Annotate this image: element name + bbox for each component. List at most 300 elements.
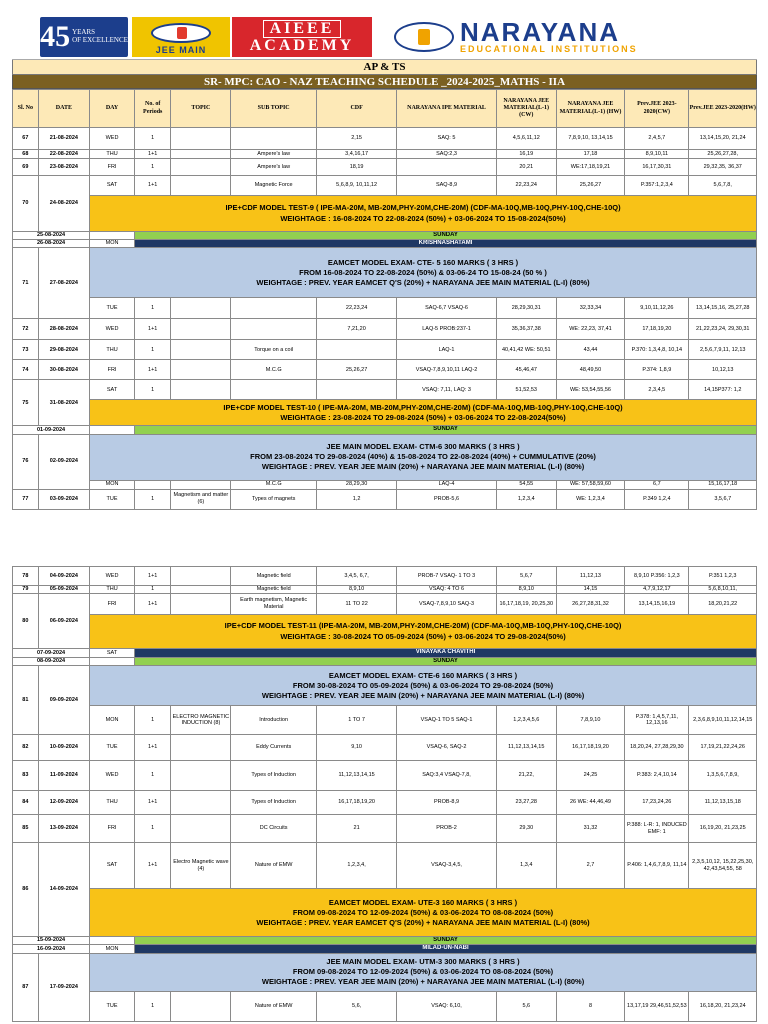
- table-cell: 15,16,17,18: [689, 480, 757, 489]
- table-cell: 3,4,16,17: [316, 150, 396, 159]
- table-cell: 24,25: [556, 761, 625, 791]
- table-cell: 16,19: [496, 150, 556, 159]
- event-row: [13, 953, 757, 991]
- table-cell: WED: [90, 319, 135, 340]
- table-cell: 11 TO 22: [316, 594, 396, 615]
- table-cell: MON: [90, 945, 135, 953]
- table-cell: WE: 22,23, 37,41: [556, 319, 625, 340]
- table-cell: 26 WE: 44,46,49: [556, 791, 625, 815]
- table-cell: SAQ-6,7 VSAQ-6: [397, 298, 497, 319]
- table-cell: 1,3,5,6,7,8,9,: [689, 761, 757, 791]
- date: 04-09-2024: [38, 567, 89, 586]
- table-cell: 1: [135, 991, 171, 1021]
- date: 21-08-2024: [38, 128, 89, 150]
- date: 24-08-2024: [38, 176, 89, 232]
- table-cell: [171, 815, 231, 843]
- table-cell: VSAQ-3,4,5,: [397, 843, 497, 889]
- sunday-row: [13, 937, 757, 945]
- table-cell: 80: [13, 594, 39, 649]
- table-cell: P.351 1,2,3: [689, 567, 757, 586]
- jee-utm-3-banner: JEE MAIN MODEL EXAM- UTM-3 300 MARKS ( 3 HRS ) FROM 09-08-2024 TO 12-09-2024 (50%) & 03-06-2024 TO 08-08-2024 (50%) WEIGHTAGE : PREV. YEAR JEE MAIN (20%) + NARAYANA JEE MAIN MATERIAL (L-I) (80%): [90, 953, 757, 991]
- table-row: [13, 159, 757, 176]
- col-header: No. of Periods: [135, 90, 171, 128]
- table-cell: P.374: 1,8,9: [625, 360, 689, 380]
- table-row: [13, 791, 757, 815]
- table-cell: TUE: [90, 735, 135, 761]
- table-row: [13, 319, 757, 340]
- table-cell: [171, 360, 231, 380]
- table-cell: 76: [13, 434, 39, 489]
- date: 29-08-2024: [38, 340, 89, 360]
- table-cell: 01-09-2024: [13, 426, 90, 434]
- table-cell: P.349 1,2,4: [625, 489, 689, 509]
- table-cell: 1,3,4: [496, 843, 556, 889]
- table-cell: 5,6,8,9, 10,11,12: [316, 176, 396, 196]
- event-row: [13, 400, 757, 426]
- date: 28-08-2024: [38, 319, 89, 340]
- table-cell: P.383: 2,4,10,14: [625, 761, 689, 791]
- table-cell: 86: [13, 843, 39, 937]
- table-cell: 14,15P377: 1,2: [689, 380, 757, 400]
- table-cell: 11,12,13,14,15: [496, 735, 556, 761]
- date: 23-08-2024: [38, 159, 89, 176]
- table-cell: [171, 480, 231, 489]
- table-cell: PROB-2: [397, 815, 497, 843]
- table-cell: 2,3,6,8,9,10,11,12,14,15: [689, 706, 757, 735]
- table-cell: 25,26,27: [556, 176, 625, 196]
- col-header: CDF: [316, 90, 396, 128]
- table-cell: 17-09-2024: [38, 953, 89, 1021]
- table-cell: VINAYAKA CHAVITHI: [135, 649, 757, 658]
- table-cell: KRISHNASHATAMI: [135, 240, 757, 248]
- table-cell: [171, 791, 231, 815]
- table-cell: 8,9,10 P.356: 1,2,3: [625, 567, 689, 586]
- table-cell: [90, 232, 135, 240]
- table-cell: PROB-7 VSAQ- 1 TO 3: [397, 567, 497, 586]
- table-cell: 87: [13, 953, 39, 1021]
- table-cell: 5,6,8,10,11,: [689, 586, 757, 594]
- table-cell: 9,10: [316, 735, 396, 761]
- table-cell: 2,15: [316, 128, 396, 150]
- table-cell: THU: [90, 340, 135, 360]
- table-cell: VSAQ: 7,11, LAQ: 3: [397, 380, 497, 400]
- table-cell: Earth magnetism, Magnetic Material: [231, 594, 317, 615]
- table-cell: FRI: [90, 815, 135, 843]
- table-cell: VSAQ-7,8,9,10 SAQ-3: [397, 594, 497, 615]
- table-cell: FRI: [90, 159, 135, 176]
- table-cell: 1+1: [135, 360, 171, 380]
- table-cell: 28,29,30,31: [496, 298, 556, 319]
- table-cell: 28,29,30: [316, 480, 396, 489]
- sl-no: 82: [13, 735, 39, 761]
- table-cell: 21,22,: [496, 761, 556, 791]
- table-cell: LAQ-1: [397, 340, 497, 360]
- table-row: [13, 176, 757, 196]
- table-cell: 18,19: [316, 159, 396, 176]
- table-cell: 9,10,11,12,26: [625, 298, 689, 319]
- table-cell: 7,8,9,10: [556, 706, 625, 735]
- table-cell: 26,27,28,31,32: [556, 594, 625, 615]
- table-cell: 21: [316, 815, 396, 843]
- table-cell: MILAD-UN-NABI: [135, 945, 757, 953]
- ipe-model-test-10-banner: IPE+CDF MODEL TEST-10 ( IPE-MA-20M, MB-20M,PHY-20M,CHE-20M) (CDF-MA-10Q,MB-10Q,PHY-10Q,CHE-10Q) WEIGHTAGE : 23-08-2024 TO 29-08-2024 (50%) + 03-06-2024 TO 22-08-2024(50%): [90, 400, 757, 426]
- jee-main-logo: JEE MAIN: [132, 17, 230, 57]
- table-cell: [90, 658, 135, 666]
- table-cell: [231, 319, 317, 340]
- table-cell: Nature of EMW: [231, 843, 317, 889]
- table-cell: DC Circuits: [231, 815, 317, 843]
- table-cell: 1: [135, 586, 171, 594]
- table-row: [13, 360, 757, 380]
- table-cell: P.406: 1,4,6,7,8,9, 11,14: [625, 843, 689, 889]
- col-header: NARAYANA JEE MATERIAL(L-1) (CW): [496, 90, 556, 128]
- col-header: Prev.JEE 2023-2020(CW): [625, 90, 689, 128]
- col-header: SUB TOPIC: [231, 90, 317, 128]
- table-cell: WE: 57,58,59,60: [556, 480, 625, 489]
- table-cell: [171, 380, 231, 400]
- table-cell: WED: [90, 128, 135, 150]
- table-cell: 11,12,13: [556, 567, 625, 586]
- table-cell: Magnetism and matter (6): [171, 489, 231, 509]
- sl-no: 84: [13, 791, 39, 815]
- table-cell: 17,18,19,20: [625, 319, 689, 340]
- event-row: [13, 196, 757, 232]
- table-cell: 5,6,7,8,: [689, 176, 757, 196]
- table-cell: 22,23,24: [496, 176, 556, 196]
- schedule-page-2: [12, 566, 757, 1022]
- table-cell: [171, 340, 231, 360]
- table-cell: 07-09-2024: [13, 649, 90, 658]
- table-cell: TUE: [90, 298, 135, 319]
- logo-banner: [12, 14, 757, 60]
- table-cell: VSAQ-7,8,9,10,11 LAQ-2: [397, 360, 497, 380]
- table-cell: 15-09-2024: [13, 937, 90, 945]
- table-cell: 14-09-2024: [38, 843, 89, 937]
- table-cell: VSAQ: 6,10,: [397, 991, 497, 1021]
- holiday-row: [13, 649, 757, 658]
- table-cell: 16,17,18,19,20: [316, 791, 396, 815]
- sl-no: 70: [13, 176, 39, 232]
- table-cell: 1+1: [135, 319, 171, 340]
- table-cell: VSAQ: 4 TO 6: [397, 586, 497, 594]
- table-cell: MON: [90, 480, 135, 489]
- table-cell: [171, 176, 231, 196]
- table-cell: 29,32,35, 36,37: [689, 159, 757, 176]
- table-cell: MON: [90, 706, 135, 735]
- table-cell: ELECTRO MAGNETIC INDUCTION (8): [171, 706, 231, 735]
- table-cell: Eddy Currents: [231, 735, 317, 761]
- date: 10-09-2024: [38, 735, 89, 761]
- table-cell: 1: [135, 128, 171, 150]
- sl-no: 74: [13, 360, 39, 380]
- table-row: [13, 843, 757, 889]
- sunday-row: [13, 426, 757, 434]
- table-cell: WE: 53,54,55,56: [556, 380, 625, 400]
- table-cell: SAT: [90, 176, 135, 196]
- col-header: Prev.JEE 2023-2020(HW): [689, 90, 757, 128]
- table-row: [13, 567, 757, 586]
- table-cell: 31-08-2024: [38, 380, 89, 426]
- table-cell: SAQ:3,4 VSAQ-7,8,: [397, 761, 497, 791]
- table-cell: 2,5,6,7,9,11, 12,13: [689, 340, 757, 360]
- table-cell: 16,17,18,19,20: [556, 735, 625, 761]
- schedule-page-1: [12, 14, 757, 510]
- table-cell: 43,44: [556, 340, 625, 360]
- table-cell: THU: [90, 586, 135, 594]
- state-heading: AP & TS: [12, 60, 757, 75]
- event-row: [13, 666, 757, 706]
- table-cell: 75: [13, 380, 39, 426]
- table-cell: 48,49,50: [556, 360, 625, 380]
- table-cell: 29,30: [496, 815, 556, 843]
- sl-no: 78: [13, 567, 39, 586]
- table-cell: 32,33,34: [556, 298, 625, 319]
- narayana-emblem-icon: [394, 22, 454, 52]
- table-cell: 1,2: [316, 489, 396, 509]
- table-row: [13, 340, 757, 360]
- eamcet-cte-5-banner: EAMCET MODEL EXAM- CTE- 5 160 MARKS ( 3 HRS ) FROM 16-08-2024 TO 22-08-2024 (50%) & 03-06-24 TO 15-08-24 (50 % ) WEIGHTAGE : PREV. YEAR EAMCET Q'S (20%) + NARAYANA JEE MAIN MATERIAL (L-I) (80%): [90, 248, 757, 298]
- table-cell: 1: [135, 815, 171, 843]
- table-cell: SUNDAY: [135, 937, 757, 945]
- table-cell: LAQ-4: [397, 480, 497, 489]
- table-cell: Torque on a coil: [231, 340, 317, 360]
- table-cell: 40,41,42 WE: 50,51: [496, 340, 556, 360]
- table-cell: 1+1: [135, 843, 171, 889]
- table-cell: 27-08-2024: [38, 248, 89, 319]
- table-cell: TUE: [90, 991, 135, 1021]
- table-cell: 1: [135, 761, 171, 791]
- table-row: [13, 594, 757, 615]
- table-cell: 5,6,: [316, 991, 396, 1021]
- table-cell: 21,22,23,24, 29,30,31: [689, 319, 757, 340]
- table-cell: 1: [135, 340, 171, 360]
- table-cell: Types of Induction: [231, 761, 317, 791]
- table-cell: 14,15: [556, 586, 625, 594]
- table-row: [13, 298, 757, 319]
- table-cell: WED: [90, 761, 135, 791]
- table-cell: Ampere's law: [231, 159, 317, 176]
- table-row: [13, 380, 757, 400]
- table-row: [13, 480, 757, 489]
- 45-years-logo: 45 YEARS OF EXCELLENCE: [40, 17, 128, 57]
- table-cell: 5,6,7: [496, 567, 556, 586]
- table-cell: 16-09-2024: [13, 945, 90, 953]
- table-cell: P.378: 1,4,5,7,11, 12,13,16: [625, 706, 689, 735]
- table-cell: 20,21: [496, 159, 556, 176]
- sl-no: 67: [13, 128, 39, 150]
- date: 22-08-2024: [38, 150, 89, 159]
- narayana-logo-text: NARAYANA EDUCATIONAL INSTITUTIONS: [460, 17, 638, 54]
- table-cell: 18,20,24, 27,28,29,30: [625, 735, 689, 761]
- table-row: [13, 150, 757, 159]
- col-header: DATE: [38, 90, 89, 128]
- holiday-row: [13, 240, 757, 248]
- table-cell: 1: [135, 159, 171, 176]
- table-cell: Types of magnets: [231, 489, 317, 509]
- table-header-row: [13, 90, 757, 128]
- table-cell: 81: [13, 666, 39, 735]
- table-cell: 1+1: [135, 791, 171, 815]
- table-cell: 02-09-2024: [38, 434, 89, 489]
- table-row: [13, 128, 757, 150]
- table-row: [13, 815, 757, 843]
- table-cell: [171, 567, 231, 586]
- event-row: [13, 889, 757, 937]
- table-cell: LAQ-5 PROB:237-1: [397, 319, 497, 340]
- table-cell: 2,3,4,5: [625, 380, 689, 400]
- table-cell: [90, 426, 135, 434]
- table-cell: [316, 380, 396, 400]
- sunday-row: [13, 232, 757, 240]
- table-cell: THU: [90, 150, 135, 159]
- table-cell: VSAQ-1 TO 5 SAQ-1: [397, 706, 497, 735]
- col-header: NARAYANA IPE MATERIAL: [397, 90, 497, 128]
- table-cell: 22,23,24: [316, 298, 396, 319]
- table-cell: [171, 159, 231, 176]
- table-cell: Introduction: [231, 706, 317, 735]
- table-cell: WED: [90, 567, 135, 586]
- table-cell: [171, 128, 231, 150]
- jee-main-emblem-icon: [151, 23, 211, 43]
- table-cell: [171, 594, 231, 615]
- table-cell: 71: [13, 248, 39, 319]
- table-cell: 1 TO 7: [316, 706, 396, 735]
- table-cell: 1+1: [135, 176, 171, 196]
- ipe-model-test-11-banner: IPE+CDF MODEL TEST-11 (IPE-MA-20M, MB-20M,PHY-20M,CHE-20M) (CDF-MA-10Q,MB-10Q,PHY-10Q,CHE-10Q) WEIGHTAGE : 30-08-2024 TO 05-09-2024 (50%) + 03-06-2024 TO 29-08-2024(50%): [90, 615, 757, 649]
- col-header: DAY: [90, 90, 135, 128]
- table-row: [13, 586, 757, 594]
- date: 30-08-2024: [38, 360, 89, 380]
- table-cell: 23,27,28: [496, 791, 556, 815]
- table-cell: 06-09-2024: [38, 594, 89, 649]
- table-cell: 26-08-2024: [13, 240, 90, 248]
- date: 12-09-2024: [38, 791, 89, 815]
- table-cell: 7,21,20: [316, 319, 396, 340]
- sl-no: 68: [13, 150, 39, 159]
- table-cell: SUNDAY: [135, 658, 757, 666]
- table-cell: SAQ: 5: [397, 128, 497, 150]
- schedule-table-2: [12, 566, 757, 1022]
- table-cell: [231, 380, 317, 400]
- table-cell: 8,9,10,11: [625, 150, 689, 159]
- table-cell: 1: [135, 380, 171, 400]
- schedule-table-1: [12, 89, 757, 510]
- table-cell: 17,23,24,26: [625, 791, 689, 815]
- table-cell: Types of Induction: [231, 791, 317, 815]
- table-cell: Magnetic Force: [231, 176, 317, 196]
- table-cell: MON: [90, 240, 135, 248]
- table-cell: SUNDAY: [135, 232, 757, 240]
- table-cell: 2,4,5,7: [625, 128, 689, 150]
- table-cell: [90, 937, 135, 945]
- table-cell: Electro Magnetic wave (4): [171, 843, 231, 889]
- table-cell: 8: [556, 991, 625, 1021]
- table-cell: 8,9,10: [496, 586, 556, 594]
- table-cell: [231, 298, 317, 319]
- event-row: [13, 434, 757, 480]
- table-cell: M.C.G: [231, 360, 317, 380]
- table-cell: 1: [135, 489, 171, 509]
- table-cell: 1+1: [135, 735, 171, 761]
- table-cell: SAT: [90, 380, 135, 400]
- schedule-title: SR- MPC: CAO - NAZ TEACHING SCHEDULE _2024-2025_MATHS - IIA: [12, 75, 757, 89]
- table-cell: 3,4,5, 6,7,: [316, 567, 396, 586]
- table-cell: 1+1: [135, 150, 171, 159]
- date: 13-09-2024: [38, 815, 89, 843]
- table-cell: 4,7,9,12,17: [625, 586, 689, 594]
- table-cell: P.357:1,2,3,4: [625, 176, 689, 196]
- table-cell: 17,19,21,22,24,26: [689, 735, 757, 761]
- table-cell: 5,6: [496, 991, 556, 1021]
- table-cell: VSAQ-6, SAQ-2: [397, 735, 497, 761]
- table-row: [13, 991, 757, 1021]
- table-cell: 16,17,30,31: [625, 159, 689, 176]
- table-cell: [171, 991, 231, 1021]
- table-cell: 1,2,3,4,5,6: [496, 706, 556, 735]
- table-cell: M.C.G: [231, 480, 317, 489]
- table-cell: SAT: [90, 649, 135, 658]
- table-cell: THU: [90, 791, 135, 815]
- col-header: TOPIC: [171, 90, 231, 128]
- table-cell: 35,36,37,38: [496, 319, 556, 340]
- sl-no: 83: [13, 761, 39, 791]
- table-cell: 16,19,20, 21,23,25: [689, 815, 757, 843]
- table-cell: [231, 128, 317, 150]
- table-cell: 13,14,15,20, 21,24: [689, 128, 757, 150]
- table-cell: 7,8,9,10, 13,14,15: [556, 128, 625, 150]
- table-cell: [171, 298, 231, 319]
- table-cell: 13,14,15,16,19: [625, 594, 689, 615]
- table-cell: 4,5,6,11,12: [496, 128, 556, 150]
- table-cell: 25-08-2024: [13, 232, 90, 240]
- table-cell: 51,52,53: [496, 380, 556, 400]
- table-cell: WE: 1,2,3,4: [556, 489, 625, 509]
- table-row: [13, 761, 757, 791]
- table-cell: 2,7: [556, 843, 625, 889]
- holiday-row: [13, 945, 757, 953]
- table-cell: 31,32: [556, 815, 625, 843]
- table-cell: FRI: [90, 360, 135, 380]
- sl-no: 69: [13, 159, 39, 176]
- table-cell: 25,26,27: [316, 360, 396, 380]
- table-cell: PROB-8,9: [397, 791, 497, 815]
- eamcet-cte-6-banner: EAMCET MODEL EXAM- CTE-6 160 MARKS ( 3 HRS ) FROM 30-08-2024 TO 05-09-2024 (50%) & 03-06-2024 TO 29-08-2024 (50%) WEIGHTAGE : PREV. YEAR JEE MAIN (20%) + NARAYANA JEE MAIN MATERIAL (L-I) (80%): [90, 666, 757, 706]
- table-cell: SAT: [90, 843, 135, 889]
- table-cell: 2,3,5,10,12, 15,22,25,30, 42,43,54,55, 58: [689, 843, 757, 889]
- table-cell: PROB-5,6: [397, 489, 497, 509]
- sl-no: 85: [13, 815, 39, 843]
- table-row: [13, 489, 757, 509]
- ipe-model-test-9-banner: IPE+CDF MODEL TEST-9 ( IPE-MA-20M, MB-20M,PHY-20M,CHE-20M) (CDF-MA-10Q,MB-10Q,PHY-10Q,CHE-10Q) WEIGHTAGE : 16-08-2024 TO 22-08-2024 (50%) + 03-06-2024 TO 15-08-2024(50%): [90, 196, 757, 232]
- table-cell: P.370: 1,3,4,8, 10,14: [625, 340, 689, 360]
- sl-no: 73: [13, 340, 39, 360]
- table-cell: 16,18,20, 21,23,24: [689, 991, 757, 1021]
- table-cell: WE:17,18,19,21: [556, 159, 625, 176]
- sunday-row: [13, 658, 757, 666]
- table-cell: 25,26,27,28,: [689, 150, 757, 159]
- table-cell: SAQ-8,9: [397, 176, 497, 196]
- table-cell: Magnetic field: [231, 567, 317, 586]
- jee-ctm-6-banner: JEE MAIN MODEL EXAM- CTM-6 300 MARKS ( 3 HRS ) FROM 23-08-2024 TO 29-08-2024 (40%) & 15-08-2024 TO 22-08-2024 (40%) + CUMMULATIVE (20%) WEIGHTAGE : PREV. YEAR JEE MAIN (20%) + NARAYANA JEE MAIN MATERIAL (L-I) (80%): [90, 434, 757, 480]
- table-cell: 11,12,13,15,18: [689, 791, 757, 815]
- table-cell: [397, 159, 497, 176]
- table-cell: FRI: [90, 594, 135, 615]
- table-cell: 13,14,15,16, 25,27,28: [689, 298, 757, 319]
- table-cell: Magnetic field: [231, 586, 317, 594]
- table-cell: SAQ:2,3: [397, 150, 497, 159]
- table-cell: [171, 150, 231, 159]
- table-cell: 09-09-2024: [38, 666, 89, 735]
